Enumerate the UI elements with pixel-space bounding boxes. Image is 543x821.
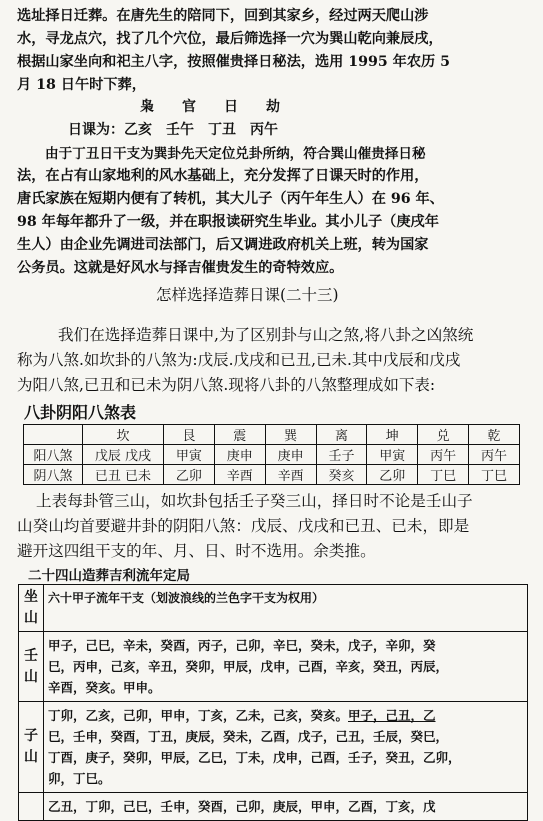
table-cell: 已丑 已未 [83,465,164,485]
table-row [24,445,520,465]
table-cell: 庚申 [265,445,316,465]
header-cell-gen: 艮 [164,425,215,445]
row-line [48,705,523,726]
table-cell: 甲寅 [164,445,215,465]
table-cell: 乙卯 [164,465,215,485]
row-line: 卯，丁巳。 [48,771,111,786]
table-header-row [24,425,520,445]
after-line-1: 上表每卦管三山，如坎卦包括壬子癸三山，择日时不论是壬山子 [36,492,473,510]
row-line: 辛酉，癸亥。甲申。 [48,680,161,695]
section-title: 怎样选择造葬日课(二十三) [156,286,339,304]
header-main-cell: 六十甲子流年干支（划波浪线的兰色字干支为权用） [44,585,528,632]
intro-line-1: 我们在选择造葬日课中,为了区别卦与山之煞,将八卦之凶煞统 [58,326,474,344]
table-row [24,465,520,485]
table-cell: 丁巳 [418,465,469,485]
header-cell-kan: 坎 [83,425,164,445]
row-content [44,702,528,793]
table-row [19,793,528,821]
table-cell: 丙午 [418,445,469,465]
gua-sha-table [23,424,520,485]
table-cell: 乙卯 [367,465,418,485]
underlined-text: 甲子，己丑，乙 [348,708,436,723]
row-label: 阳八煞 [24,445,83,465]
table-cell: 丁巳 [469,465,520,485]
header-cell-dui: 兑 [418,425,469,445]
row-line-text: 丁卯，乙亥，己卯，甲申，丁亥，乙未，己亥，癸亥。 [48,708,349,723]
row-line: 乙丑，丁卯，己巳，壬申，癸酉，己卯，庚辰，甲申，乙酉，丁亥，戊 [48,799,436,814]
year-table-header-row [19,585,528,632]
table-cell: 戊辰 戊戌 [83,445,164,465]
top-line-3: 根据山家坐向和祀主八字，按照催贵择日秘法，选用 1995 年农历 5 [17,54,451,70]
top-line-4: 月 18 日午时下葬， [17,77,146,93]
year-table-title: 二十四山造葬吉利流年定局 [28,568,190,584]
row-line: 巳，壬申，癸酉，丁丑，庚辰，癸未，乙酉，戊子，己丑，壬辰，癸巳， [48,729,449,744]
table-cell: 壬子 [316,445,367,465]
pillar-labels: 枭 官 日 劫 [140,99,280,115]
header-cell-li: 离 [316,425,367,445]
row-line: 甲子，己巳，辛未，癸酉，丙子，己卯，辛巳，癸未，戊子，辛卯，癸 [48,638,436,653]
table-row [19,702,528,793]
row-line: 巳，丙申，己亥，辛丑，癸卯，甲辰，戊申，己酉，辛亥，癸丑，丙辰， [48,659,449,674]
table-cell: 庚申 [214,445,265,465]
rike-line: 日课为：乙亥 壬午 丁丑 丙午 [68,122,278,138]
table-cell: 辛酉 [214,465,265,485]
header-cell-qian: 乾 [469,425,520,445]
after-line-3: 避开这四组干支的年、月、日、时不选用。余类推。 [17,542,376,560]
intro-line-2: 称为八煞.如坎卦的八煞为:戊辰.戊戌和已丑,已未.其中戊辰和戊戌 [17,351,461,369]
row-content [44,793,528,821]
top-line-1: 选址择日迁葬。在唐先生的陪同下，回到其家乡，经过两天爬山涉 [17,8,429,24]
row-side-label: 子山 [19,702,44,793]
header-cell-xun: 巽 [265,425,316,445]
analysis-line-2: 法，在占有山家地利的风水基础上，充分发挥了日课天时的作用， [17,168,429,184]
row-side-label: 壬山 [19,632,44,702]
analysis-line-4: 98 年每年都升了一级，并在职报读研究生毕业。其小儿子（庚戌年 [17,214,439,230]
table-title: 八卦阴阳八煞表 [24,403,137,422]
row-label: 阴八煞 [24,465,83,485]
table-cell: 甲寅 [367,445,418,465]
analysis-line-5: 生人）由企业先调进司法部门，后又调进政府机关上班，转为国家 [17,237,429,253]
row-side-label [19,793,44,821]
table-cell: 辛酉 [265,465,316,485]
table-row [19,632,528,702]
top-line-2: 水，寻龙点穴，找了几个穴位，最后筛选择一穴为巽山乾向兼辰戌， [17,31,443,47]
analysis-line-6: 公务员。这就是好风水与择吉催贵发生的奇特效应。 [17,260,344,276]
intro-line-3: 为阳八煞,已丑和已未为阴八煞.现将八卦的八煞整理成如下表: [17,376,436,394]
analysis-line-3: 唐氏家族在短期内便有了转机，其大儿子（丙午年生人）在 96 年、 [17,191,444,207]
header-cell-kun: 坤 [367,425,418,445]
header-cell-zhen: 震 [214,425,265,445]
header-blank-cell [24,425,83,445]
header-side-cell: 坐山 [19,585,44,632]
after-line-2: 山癸山均首要避井卦的阴阳八煞：戊辰、戊戌和已丑、已未，即是 [17,517,470,535]
year-table [18,584,528,821]
analysis-line-1: 由于丁丑日干支为巽卦先天定位兑卦所纳，符合巽山催贵择日秘 [45,146,426,162]
row-content [44,632,528,702]
table-cell: 癸亥 [316,465,367,485]
table-cell: 丙午 [469,445,520,465]
row-line: 丁酉，庚子，癸卯，甲辰，乙巳，丁未，戊申，己酉，壬子，癸丑，乙卯， [48,750,461,765]
